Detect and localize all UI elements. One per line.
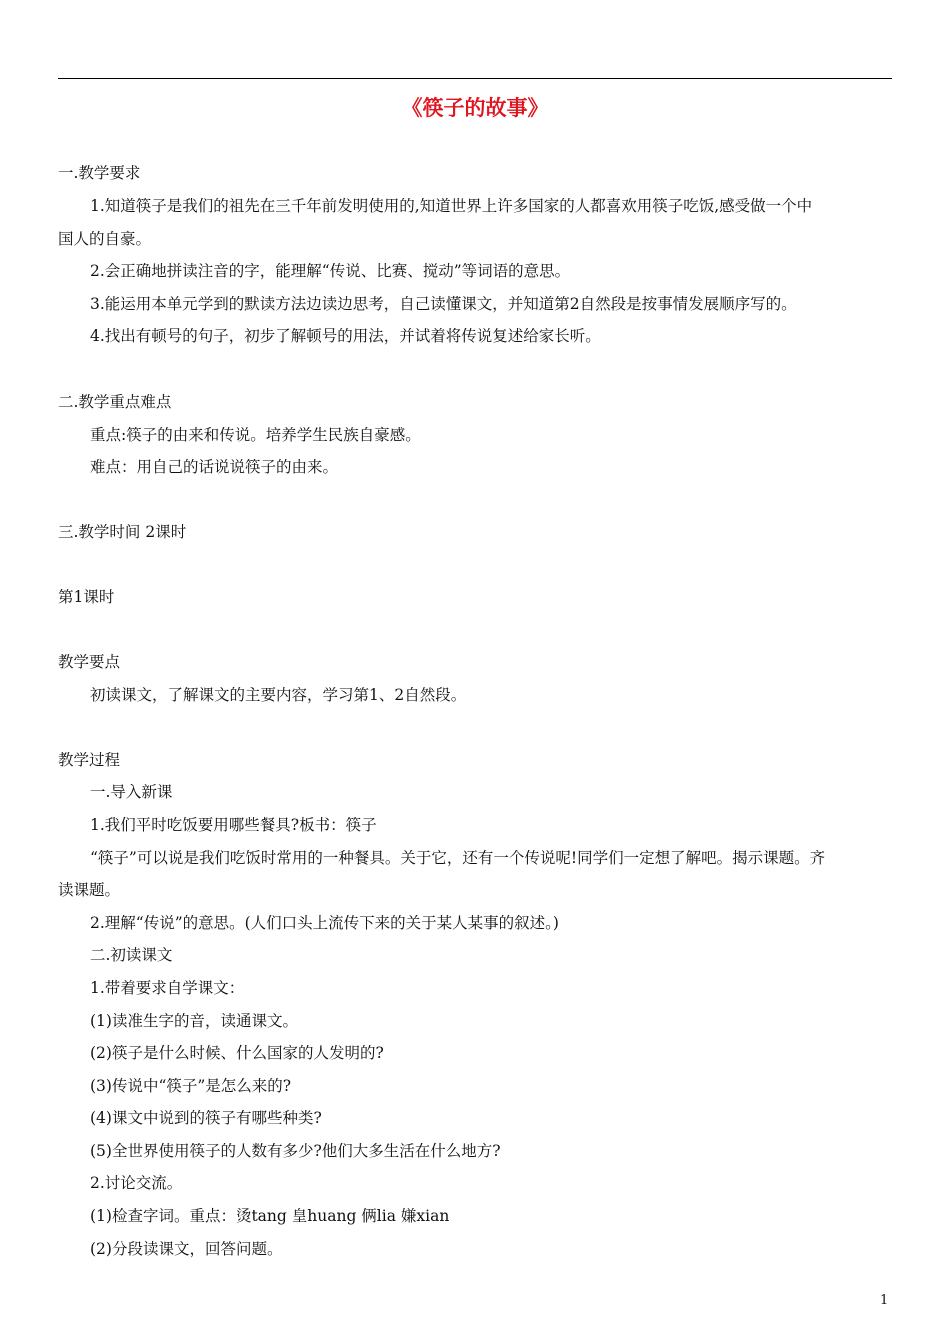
teaching-points-text: 初读课文，了解课文的主要内容，学习第1、2自然段。 bbox=[90, 686, 467, 704]
key-point-focus: 重点:筷子的由来和传说。培养学生民族自豪感。 bbox=[90, 426, 421, 444]
section-heading-requirements: 一.教学要求 bbox=[58, 164, 141, 182]
first-reading-item-2: 2.讨论交流。 bbox=[90, 1174, 183, 1192]
requirement-item-3: 3.能运用本单元学到的默读方法边读边思考，自己读懂课文，并知道第2自然段是按事情发展顺序写的。 bbox=[90, 295, 797, 313]
step-intro-item-2: 2.理解“传说”的意思。(人们口头上流传下来的关于某人某事的叙述。) bbox=[90, 914, 559, 932]
step-heading-first-reading: 二.初读课文 bbox=[90, 946, 173, 964]
teaching-process-heading: 教学过程 bbox=[58, 751, 121, 769]
requirement-item-1-line-1: 1.知道筷子是我们的祖先在三千年前发明使用的,知道世界上许多国家的人都喜欢用筷子吃饭,感受做一个中 bbox=[90, 197, 813, 215]
question-3: (3)传说中“筷子”是怎么来的? bbox=[90, 1077, 292, 1095]
header-rule bbox=[58, 78, 892, 79]
question-1: (1)读准生字的音，读通课文。 bbox=[90, 1012, 298, 1030]
requirement-item-2: 2.会正确地拼读注音的字，能理解“传说、比赛、搅动”等词语的意思。 bbox=[90, 262, 571, 280]
section-heading-time: 三.教学时间 2课时 bbox=[58, 523, 187, 541]
document-title: 《筷子的故事》 bbox=[401, 96, 549, 120]
step-intro-item-1: 1.我们平时吃饭要用哪些餐具?板书：筷子 bbox=[90, 816, 377, 834]
step-heading-intro: 一.导入新课 bbox=[90, 783, 173, 801]
discussion-item-1: (1)检查字词。重点：烫tang 皇huang 俩lia 嫌xian bbox=[90, 1207, 450, 1225]
question-2: (2)筷子是什么时候、什么国家的人发明的? bbox=[90, 1044, 384, 1062]
lesson-heading: 第1课时 bbox=[58, 588, 115, 606]
section-heading-key-points: 二.教学重点难点 bbox=[58, 393, 172, 411]
page-number: 1 bbox=[880, 1293, 889, 1308]
discussion-item-2: (2)分段读课文，回答问题。 bbox=[90, 1240, 283, 1258]
requirement-item-1-line-2: 国人的自豪。 bbox=[58, 230, 152, 248]
step-intro-paragraph-line-2: 读课题。 bbox=[58, 881, 121, 899]
step-intro-paragraph-line-1: “筷子”可以说是我们吃饭时常用的一种餐具。关于它，还有一个传说呢!同学们一定想了解吧。揭示课题。齐 bbox=[90, 849, 826, 867]
teaching-points-heading: 教学要点 bbox=[58, 653, 121, 671]
question-4: (4)课文中说到的筷子有哪些种类? bbox=[90, 1109, 322, 1127]
key-point-difficulty: 难点：用自己的话说说筷子的由来。 bbox=[90, 458, 339, 476]
requirement-item-4: 4.找出有顿号的句子，初步了解顿号的用法，并试着将传说复述给家长听。 bbox=[90, 327, 601, 345]
question-5: (5)全世界使用筷子的人数有多少?他们大多生活在什么地方? bbox=[90, 1142, 501, 1160]
first-reading-item-1: 1.带着要求自学课文： bbox=[90, 979, 245, 997]
